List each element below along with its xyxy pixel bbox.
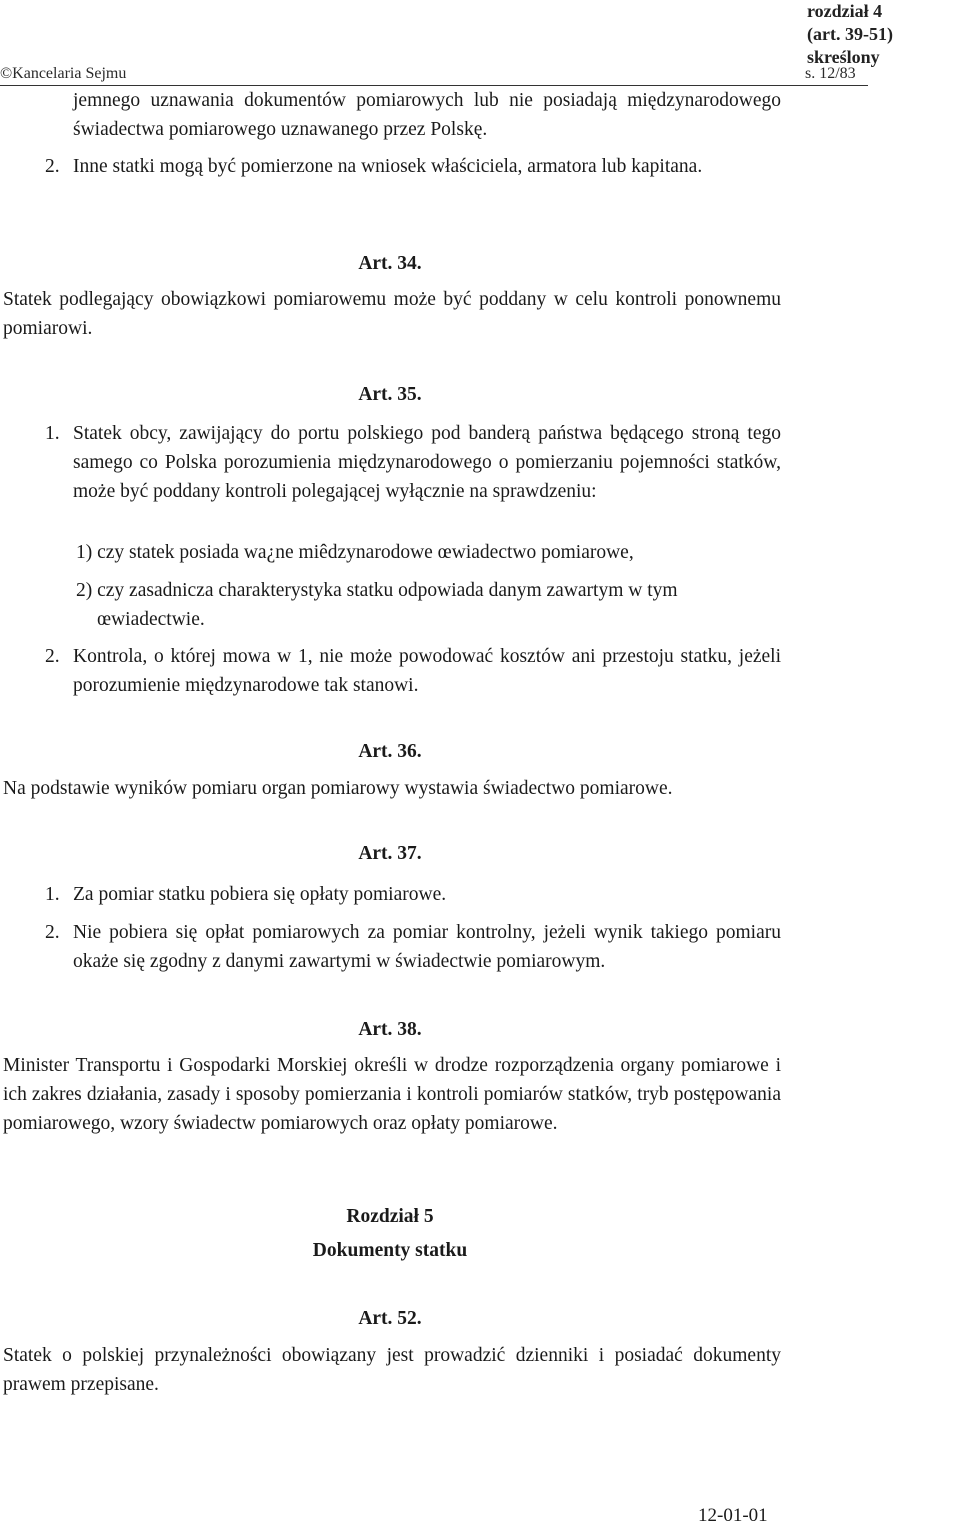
- paragraph-number: 1.: [45, 423, 60, 444]
- paragraph-text: Nie pobiera się opłat pomiarowych za pomiar kontrolny, jeżeli wynik takiego pomiaru okaże się zgodny z danymi zawartymi w świadectwie pomiarowym.: [73, 922, 781, 972]
- article-text: Statek o polskiej przynależności obowiązany jest prowadzić dzienniki i posiadać dokumenty prawem przepisane.: [3, 1345, 781, 1395]
- article-heading: Art. 52.: [358, 1308, 422, 1329]
- paragraph-text: Inne statki mogą być pomierzone na wniosek właściciela, armatora lub kapitana.: [73, 156, 703, 177]
- side-note-repealed-chapter: rozdział 4 (art. 39-51) skreślony: [807, 1, 893, 67]
- continuation-paragraph: jemnego uznawania dokumentów pomiarowych lub nie posiadają międzynarodowego świadectwa pomiarowego uznawanego przez Polskę.: [73, 90, 781, 140]
- article-heading: Art. 36.: [358, 741, 422, 762]
- list-item-text: 2) czy zasadnicza charakterystyka statku odpowiada danym zawartym w tym œwiadectwie.: [76, 580, 678, 630]
- paragraph-number: 2.: [45, 156, 60, 177]
- article-heading: Art. 38.: [358, 1019, 422, 1040]
- paragraph-text: Kontrola, o której mowa w 1, nie może powodować kosztów ani przestoju statku, jeżeli porozumienie międzynarodowe tak stanowi.: [73, 646, 781, 696]
- paragraph-number: 2.: [45, 646, 60, 667]
- article-text: Statek podlegający obowiązkowi pomiarowemu może być poddany w celu kontroli ponownemu pomiarowi.: [3, 289, 781, 339]
- paragraph-number: 1.: [45, 884, 60, 905]
- list-item: 1) czy statek posiada wa¿ne miêdzynarodowe œwiadectwo pomiarowe,: [76, 542, 634, 563]
- footer-date: 12-01-01: [698, 1505, 768, 1526]
- copyright-label: ©Kancelaria Sejmu: [0, 65, 127, 82]
- article-text: Minister Transportu i Gospodarki Morskiej określi w drodze rozporządzenia organy pomiarowe i ich zakres działania, zasady i sposoby pomierzania i kontroli pomiarów statków, tryb postępowania pomiarowego, wzory świadectw pomiarowych oraz opłaty pomiarowe.: [3, 1055, 781, 1134]
- page-indicator: s. 12/83: [805, 65, 856, 82]
- paragraph-text: Za pomiar statku pobiera się opłaty pomiarowe.: [73, 884, 447, 905]
- paragraph-text: Statek obcy, zawijający do portu polskiego pod banderą państwa będącego stroną tego samego co Polska porozumienia międzynarodowego o pomierzaniu pojemności statków, może być poddany kontroli polegającej wyłącznie na sprawdzeniu:: [73, 423, 781, 502]
- article-heading: Art. 34.: [358, 253, 422, 274]
- chapter-subtitle: Dokumenty statku: [312, 1240, 468, 1261]
- article-heading: Art. 37.: [358, 843, 422, 864]
- list-item: [76, 576, 781, 634]
- chapter-title: Rozdział 5: [346, 1206, 434, 1227]
- paragraph-number: 2.: [45, 922, 60, 943]
- article-text: Na podstawie wyników pomiaru organ pomiarowy wystawia świadectwo pomiarowe.: [3, 778, 673, 799]
- article-heading: Art. 35.: [358, 384, 422, 405]
